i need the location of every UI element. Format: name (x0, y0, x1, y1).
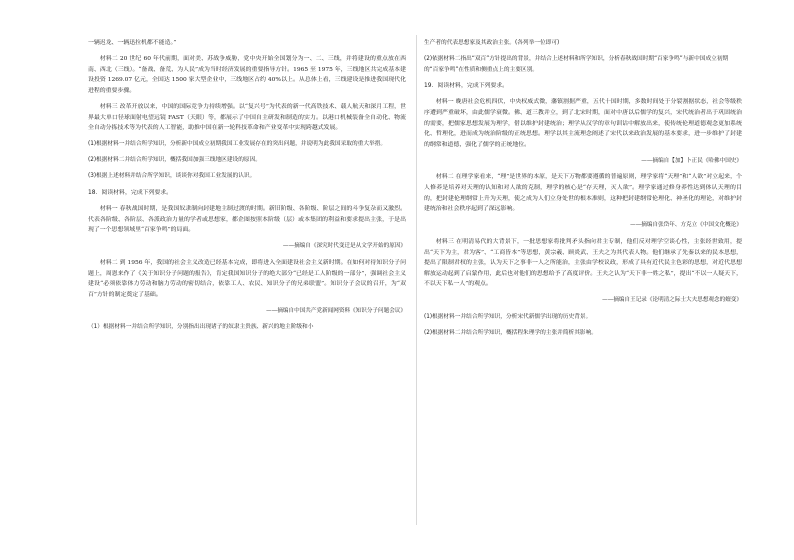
left-column (88, 38, 406, 339)
question-17-1: (1)根据材料一并结合所学知识，分析新中国成立初期我国工业发展存在的突出问题，并说明为此我国采取的重大举措。 (88, 141, 387, 148)
question-18-2: (2)依据材料二指出“双百”方针提出的背景，并结合上述材料和所学知识，分析春秋战国时期“百家争鸣”与新中国成立初期的“百家争鸣”在性质和侧重点上的主要区别。 (424, 56, 729, 73)
material-one-hundred-schools: 材料一 春秋战国时期，是我国奴隶制向封建地主制过渡的时期。新旧阶级、各阶级、阶层之间的斗争复杂而又激烈。代表各阶级、各阶层、各派政治力量的学者或思想家，都企图按照本阶级（层）或本集团的利益和要求提出主张，于是出现了一个思想领域里“百家争鸣”的局面。 (88, 206, 406, 234)
question-18-1: （1）根据材料一并结合所学知识，分别指出出现诸子的奴隶主贵族、新兴的地主阶级和小 (88, 324, 314, 331)
question-17-2: (2)根据材料二并结合所学知识，概括我国加强三线地区建设的原因。 (88, 157, 261, 164)
question-18-1-continued: 生产者的代表思想家及其政治主张。(各列举一位即可) (424, 40, 560, 46)
material-two-li-xue: 材料二 在理学家看来，“理”是世界的本原，是天下万物都要遵循的普遍原则，理学家将“天理”和“人欲”对立起来，个人修养是培养对天理的认知和对人欲的克制，理学的核心是“存天理，灭人欲”。理学家通过修身养性达到体认天理的目的，把封建伦理纲常上升为天理，使之成为人们立身处世的根本准则，这种把封建纲常伦理化、神圣化的理论，对维护封建统治和社会秩序起到了深远影响。 (424, 174, 742, 213)
question-19-2: (2)根据材料二并结合所学知识，概括程朱理学的主张并简析其影响。 (424, 330, 597, 337)
material-one-neo-confucianism: 材料一 晚唐社会危机四伏，中央权威式微，藩镇割据严重，五代十国时期，多数时间处于分裂割据状态，社会等级秩序遭到严重破坏，由此儒学衰微。佛、道三教并立，到了北宋时期，面对中唐以后儒学的复兴，宋代统治者出于巩固统治的需要，把儒家思想发展为理学，借以维护封建统治；理学从汉学的章句训诂中解放出来，使传统伦理道德观念更加系统化、哲理化，进而成为统治阶级的正统思想。理学以其主流理念阐述了宋代以来政治发展的基本要求，进一步维护了封建的纲常和道德，强化了儒学的正统地位。 (424, 99, 742, 148)
question-19-1: (1)根据材料一并结合所学知识，分析宋代新儒学出现的历史背景。 (424, 313, 592, 320)
source-citation: ——摘编自【加】卜正民《哈佛中国史》 (641, 157, 742, 164)
material-two-intellectuals: 材料二 到 1956 年，我国的社会主义改造已经基本完成，即将进入全面建设社会主义新时期。在如何对待知识分子问题上，周恩来作了《关于知识分子问题的报告》，肯定我国知识分子的绝大部分“已经是工人阶级的一部分”，强调社会主义建设“必须依靠体力劳动和脑力劳动的密切结合，依靠工人、农民、知识分子的兄弟联盟”。知识分子会议的召开，为“双百”方针的制定奠定了基础。 (88, 260, 406, 298)
question-19-heading: 19．阅读材料，完成下列要求。 (424, 82, 509, 89)
source-citation: ——摘编自《深究时代变迁是从文学开始的原因》 (282, 243, 406, 250)
material-continued: 一辆迟龙、一辆迅拉机都不能造。” (88, 40, 177, 46)
source-citation: ——摘编自张岱年、方克立《中国文化概论》 (630, 222, 742, 229)
right-column (424, 38, 742, 344)
question-18-heading: 18．阅读材料，完成下列要求。 (88, 189, 173, 196)
source-citation: ——摘编自中国共产党新闻网资料《知识分子问题会议》 (266, 307, 406, 314)
material-two-industry: 材料二 20 世纪 60 年代前期，面对美、苏战争威胁，党中央开始全国划分为一、二、三线，并将建设的重点放在西南、西北（三线）。“备战、备荒、为人民”成为当时经济发展的重要指导方针。1965 至 1975 年，三线地区共完成基本建设投资 1269.07 亿元，全国达 1500 家大型企业中，三线地区占约 40%以上。从总体上看，三线建设是推进我国现代化进程的重要步骤。 (88, 56, 406, 94)
material-three-ming-qing: 材料三 在明清易代的大背景下，一批思想家将批判矛头指向君主专制，他们反对理学空谈心性，主张经世致用，提出“天下为主，君为客”、“工商皆本”等思想，黄宗羲、顾炎武、王夫之为其代表人物。他们继承了先秦以来的民本思想，提出了限制君权的主张，认为天下之事非一人之所能治，主张由学校议政，形成了具有近代民主色彩的思想，对近代思想解放运动起到了启蒙作用，此后也对他们的思想给予了高度评价。王夫之认为“天下非一姓之私”，提出“不以一人疑天下，不以天下私一人”的观点。 (424, 238, 742, 288)
column-divider (416, 35, 417, 525)
question-17-3: (3)根据上述材料并结合所学知识，谈谈你对我国工业发展的认识。 (88, 173, 256, 180)
source-citation: ——摘编自王记录《论明清之际士大夫思想观念的嬗变》 (602, 297, 742, 304)
material-three-industry: 材料三 改革开放以来，中国的国际竞争力持续增强。以“复兴号”为代表的新一代高铁技术、载人航天和深月工程，世界最大单口径球面射电望远镜 FAST（天眼）等，都展示了中国自主研发和制造的实力。以港口机械装备全自动化、物流全自动分拣技术等为代表的人工智能，助推中国在新一轮科技革命和产业变革中实现跨越式发展。 (88, 103, 406, 132)
